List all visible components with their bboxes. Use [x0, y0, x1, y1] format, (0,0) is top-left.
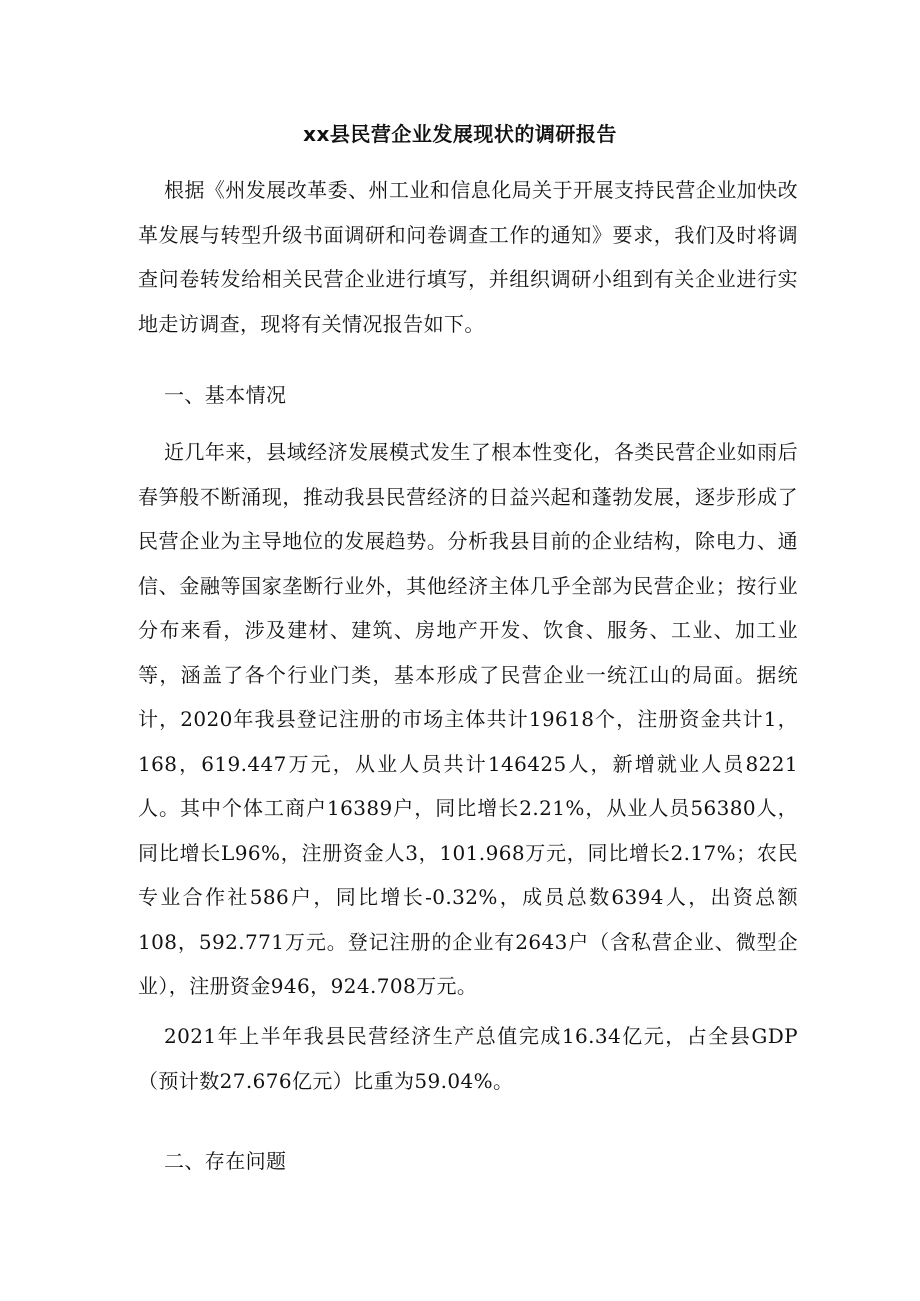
- intro-paragraph: 根据《州发展改革委、州工业和信息化局关于开展支持民营企业加快改革发展与转型升级书面调研和问卷调查工作的通知》要求，我们及时将调查问卷转发给相关民营企业进行填写，并组织调研小组到有关企业进行实地走访调查，现将有关情况报告如下。: [138, 178, 798, 336]
- document-title: xx县民营企业发展现状的调研报告: [303, 122, 617, 146]
- basic-situation-paragraph: 近几年来，县域经济发展模式发生了根本性变化，各类民营企业如雨后春笋般不断涌现，推动我县民营经济的日益兴起和蓬勃发展，逐步形成了民营企业为主导地位的发展趋势。分析我县目前的企业结构，除电力、通信、金融等国家垄断行业外，其他经济主体几乎全部为民营企业；按行业分布来看，涉及建材、建筑、房地产开发、饮食、服务、工业、加工业等，涵盖了各个行业门类，基本形成了民营企业一统江山的局面。据统计，2020年我县登记注册的市场主体共计19618个，注册资金共计1，168，619.447万元，从业人员共计146425人，新增就业人员8221人。其中个体工商户16389户，同比增长2.21%，从业人员56380人，同比增长L96%，注册资金人3，101.968万元，同比增长2.17%；农民专业合作社586户，同比增长-0.32%，成员总数6394人，出资总额108，592.771万元。登记注册的企业有2643户（含私营企业、微型企业），注册资金946，924.708万元。: [138, 440, 798, 998]
- gdp-paragraph: 2021年上半年我县民营经济生产总值完成16.34亿元，占全县GDP（预计数27.676亿元）比重为59.04%。: [138, 1024, 798, 1093]
- section-heading-issues: 二、存在问题: [164, 1149, 287, 1173]
- section-heading-basic: 一、基本情况: [164, 383, 287, 407]
